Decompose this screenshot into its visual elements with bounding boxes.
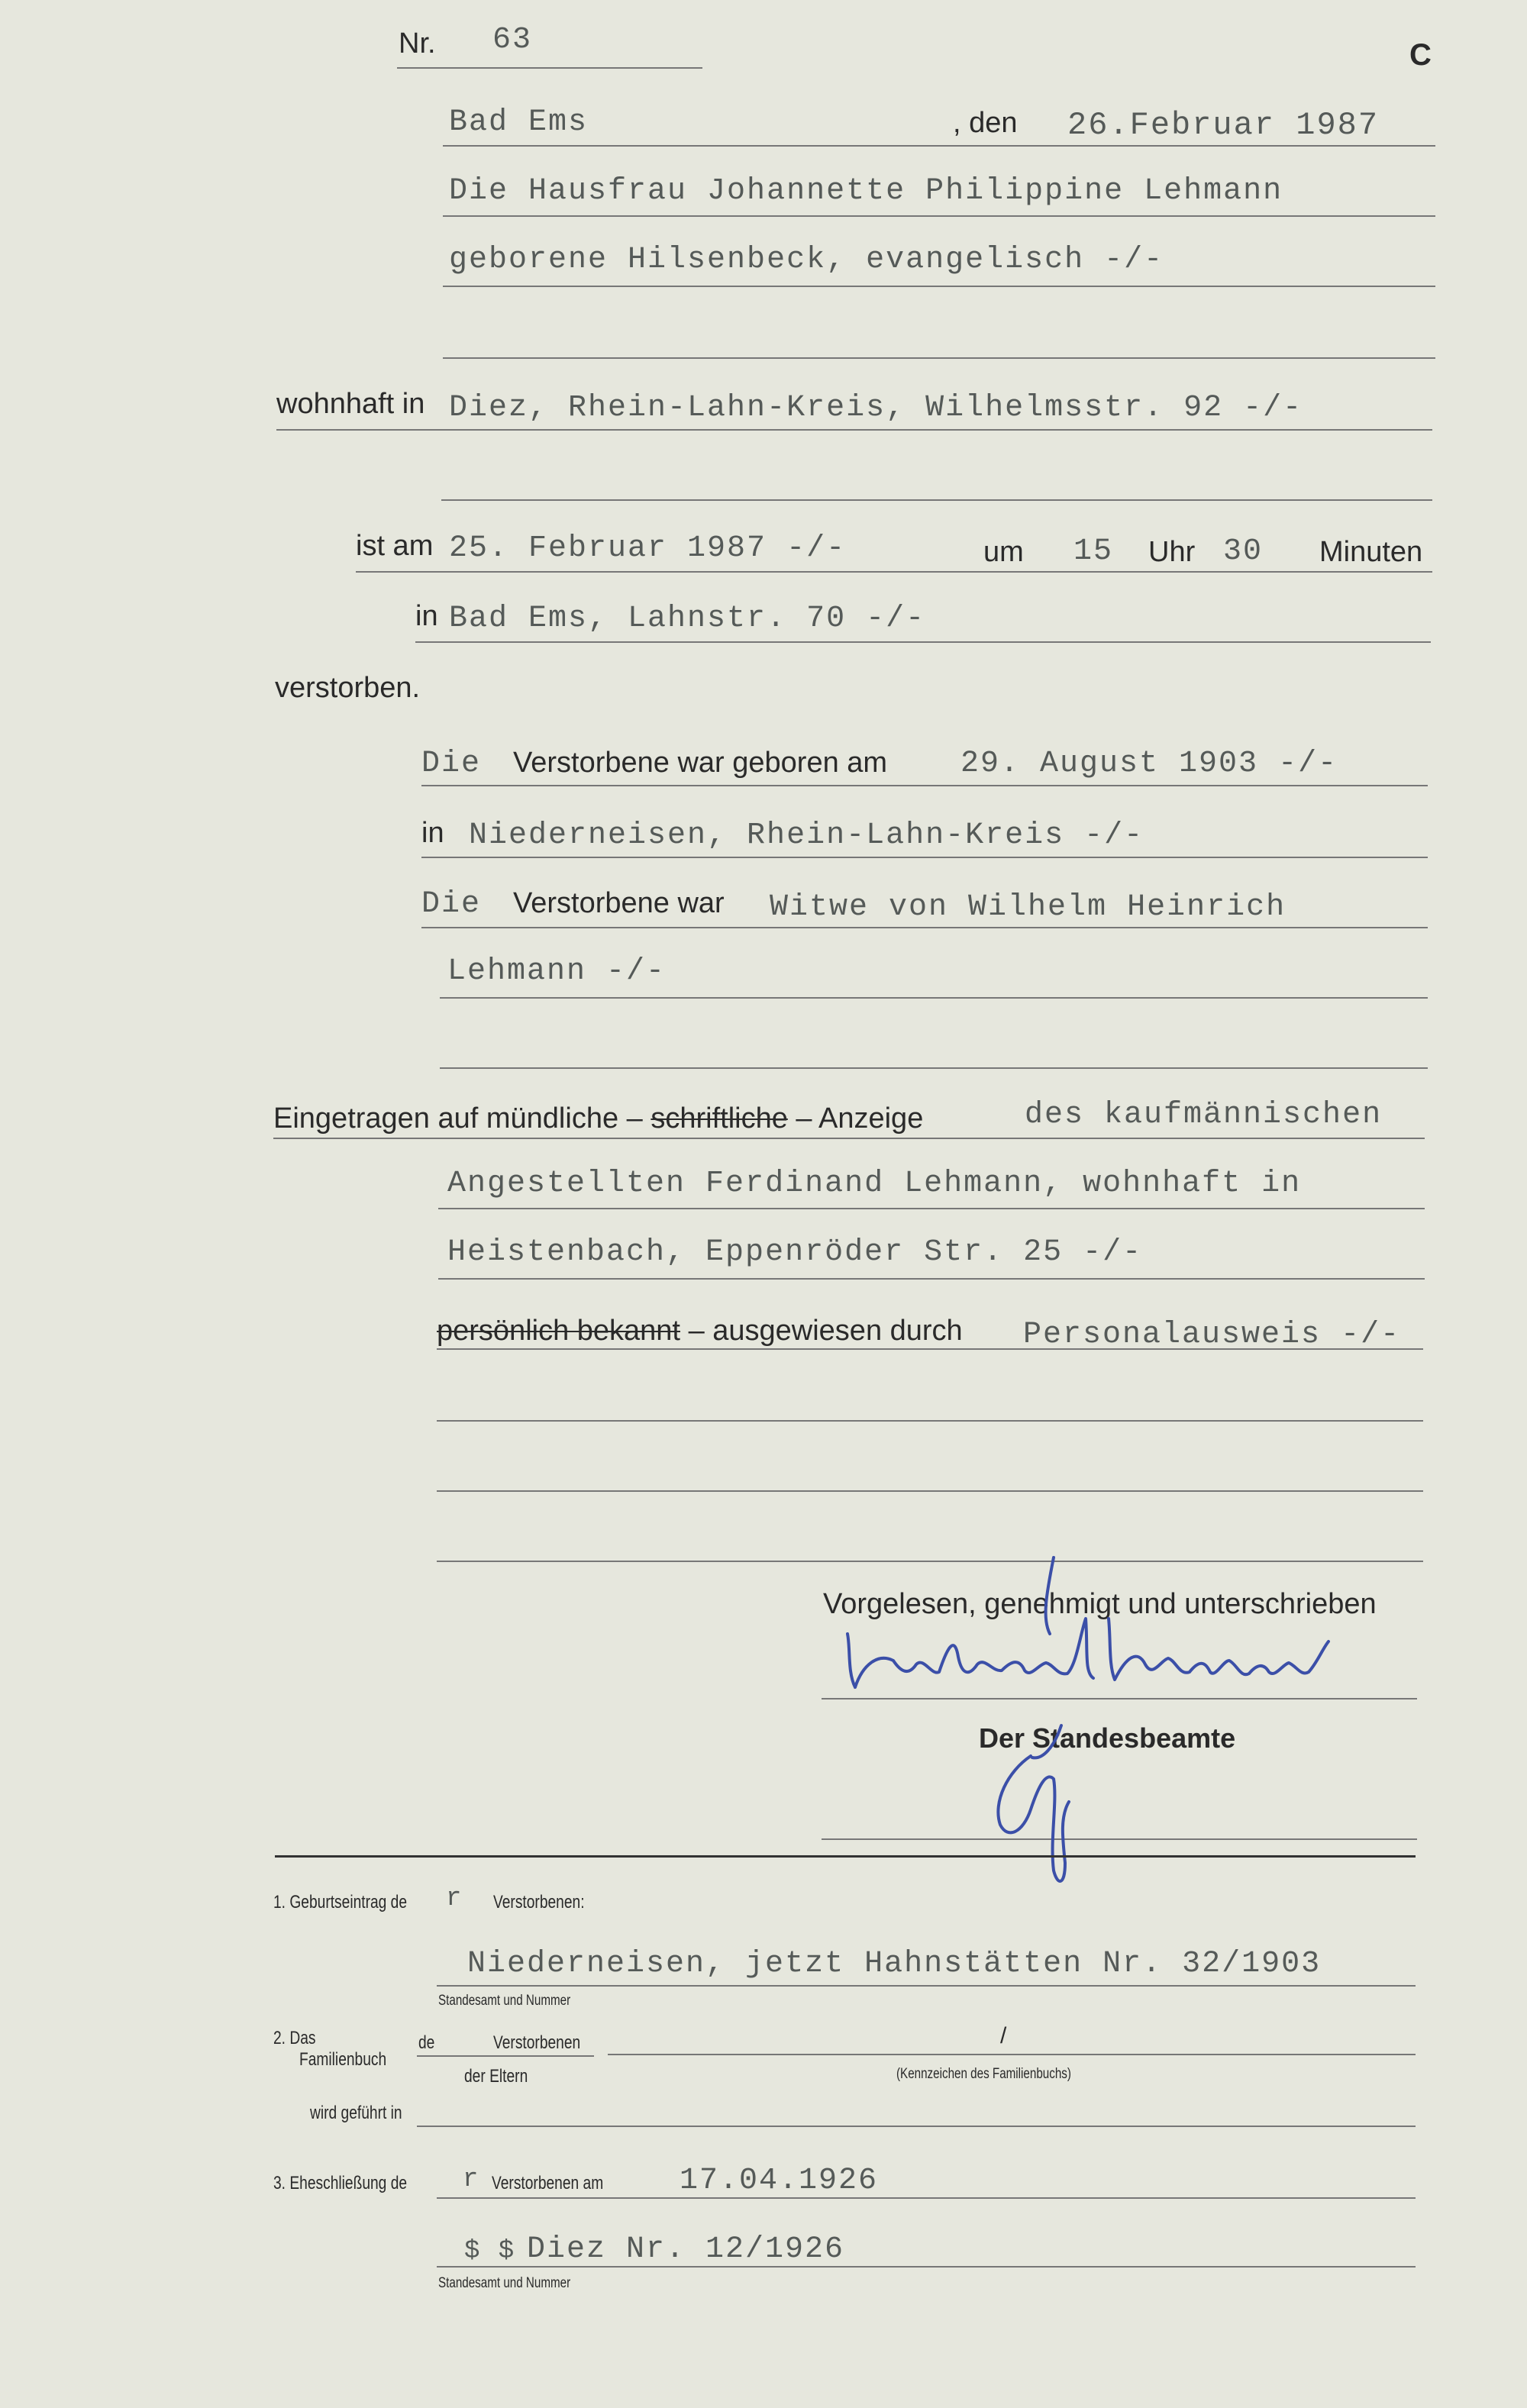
registration-date: 26.Februar 1987 xyxy=(1067,107,1380,144)
minuten-label: Minuten xyxy=(1319,536,1423,568)
footer-marriage-date: 17.04.1926 xyxy=(680,2164,879,2198)
footer-birth-label: 1. Geburtseintrag de xyxy=(273,1892,408,1913)
den-label: , den xyxy=(953,107,1018,139)
registration-place: Bad Ems xyxy=(449,105,589,140)
nr-underline xyxy=(397,67,702,69)
ist-am-label: ist am xyxy=(356,530,434,562)
footer-standesamt-label-1: Standesamt und Nummer xyxy=(438,1993,571,2009)
footer-divider xyxy=(275,1855,1416,1858)
birth-die: Die xyxy=(421,747,482,781)
nr-label: Nr. xyxy=(399,27,436,60)
footer-familienbuch-das: 2. Das xyxy=(273,2028,316,2048)
birth-in-label: in xyxy=(421,817,444,849)
death-minutes: 30 xyxy=(1223,534,1264,569)
uhr-label: Uhr xyxy=(1148,536,1196,568)
footer-familienbuch-label: Familienbuch xyxy=(299,2049,387,2070)
footer-birth-value: Niederneisen, jetzt Hahnstätten Nr. 32/1903 xyxy=(467,1947,1322,1981)
birth-label: Verstorbene war geboren am xyxy=(513,747,888,779)
birth-place: Niederneisen, Rhein-Lahn-Kreis -/- xyxy=(469,818,1144,853)
footer-familienbuch-eltern: der Eltern xyxy=(464,2066,528,2087)
record-number: 63 xyxy=(492,23,533,57)
struck-persoenlich-bekannt: persönlich bekannt xyxy=(437,1315,680,1347)
registration-label: Eingetragen auf mündliche – schriftliche – Anzeige xyxy=(273,1102,924,1135)
marital-status-line-2: Lehmann -/- xyxy=(447,954,667,989)
informant-line-1: des kaufmännischen xyxy=(1025,1098,1383,1132)
death-place: Bad Ems, Lahnstr. 70 -/- xyxy=(449,602,926,636)
marital-status-line-1: Witwe von Wilhelm Heinrich xyxy=(770,890,1286,925)
verstorben-label: verstorben. xyxy=(275,672,421,704)
vorgelesen-label: Vorgelesen, genehmigt und unterschrieben xyxy=(823,1588,1377,1620)
birth-date: 29. August 1903 -/- xyxy=(960,747,1338,781)
informant-signature xyxy=(825,1588,1405,1703)
footer-kennzeichen-label: (Kennzeichen des Familienbuchs) xyxy=(896,2066,1071,2082)
residence-value: Diez, Rhein-Lahn-Kreis, Wilhelmsstr. 92 -/- xyxy=(449,391,1303,425)
footer-familienbuch-slash: / xyxy=(1000,2023,1007,2048)
marital-label: Verstorbene war xyxy=(513,887,725,919)
footer-marriage-prefix: $ $ xyxy=(464,2237,516,2266)
footer-familienbuch-de: de xyxy=(418,2032,435,2053)
registrar-signature xyxy=(977,1550,1099,1901)
series-letter: C xyxy=(1409,38,1432,72)
struck-schriftliche: schriftliche xyxy=(651,1102,788,1135)
death-in-label: in xyxy=(415,600,438,632)
registrar-label: Der Standesbeamte xyxy=(979,1722,1236,1754)
death-date: 25. Februar 1987 -/- xyxy=(449,531,847,566)
footer-standesamt-label-2: Standesamt und Nummer xyxy=(438,2275,571,2291)
residence-label: wohnhaft in xyxy=(276,388,425,420)
identification-label: persönlich bekannt – ausgewiesen durch xyxy=(437,1315,963,1347)
death-hour: 15 xyxy=(1073,534,1114,569)
footer-familienbuch-verstorbenen: Verstorbenen xyxy=(493,2032,581,2053)
identification-document: Personalausweis -/- xyxy=(1023,1318,1401,1352)
footer-birth-r: r xyxy=(446,1884,463,1913)
footer-gefuehrt-label: wird geführt in xyxy=(310,2103,402,2123)
footer-marriage-value: Diez Nr. 12/1926 xyxy=(527,2232,845,2267)
informant-line-3: Heistenbach, Eppenröder Str. 25 -/- xyxy=(447,1235,1143,1270)
deceased-line-2: geborene Hilsenbeck, evangelisch -/- xyxy=(449,243,1164,277)
um-label: um xyxy=(983,536,1024,568)
footer-birth-label-2: Verstorbenen: xyxy=(493,1892,585,1913)
footer-marriage-r: r xyxy=(463,2165,480,2194)
informant-line-2: Angestellten Ferdinand Lehmann, wohnhaft in xyxy=(447,1167,1302,1201)
footer-marriage-label: 3. Eheschließung de xyxy=(273,2173,408,2193)
marital-die: Die xyxy=(421,887,482,922)
footer-marriage-label-2: Verstorbenen am xyxy=(492,2173,604,2193)
deceased-line-1: Die Hausfrau Johannette Philippine Lehmann xyxy=(449,174,1283,208)
